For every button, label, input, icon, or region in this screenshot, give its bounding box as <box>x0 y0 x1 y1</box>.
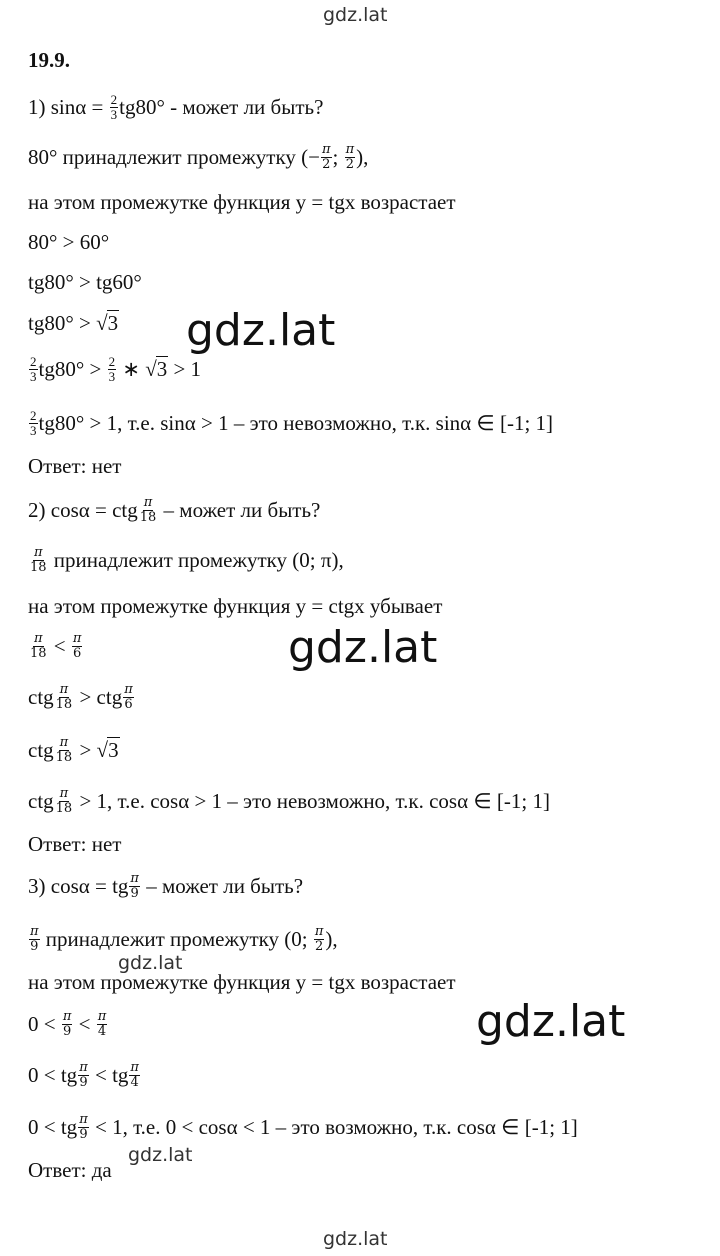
watermark-bottom: gdz.lat <box>323 1228 388 1250</box>
p1-monotonic: на этом промежутке функция y = tgx возрастает <box>28 190 456 214</box>
p3-compare-angles: 0 < $\frac{\pi}{9}$ < $\frac{\pi}{4}$ <box>28 1009 107 1039</box>
p1-conclusion: $\frac{2}{3}$ tg80° > 1, т.е. sinα > 1 – это невозможно, т.к. sinα ∈ [-1; 1] <box>30 408 554 438</box>
exercise-number: 19.9. <box>28 48 70 72</box>
p2-question: 2) cosα = ctg $\frac{\pi}{18}$ – может ли быть? <box>28 495 321 525</box>
p1-compare-sqrt: tg80° > √3 <box>28 311 119 335</box>
p1-compare-angles: 80° > 60° <box>28 230 110 254</box>
p3-answer: Ответ: да <box>28 1158 112 1182</box>
p2-compare-angles: $\frac{\pi}{18}$ < $\frac{\pi}{6}$ <box>30 631 82 661</box>
watermark-top: gdz.lat <box>323 4 388 26</box>
p3-interval: $\frac{\pi}{9}$ принадлежит промежутку (0; $\frac{\pi}{2}$ ), <box>30 924 338 954</box>
p3-compare-tg: 0 < tg $\frac{\pi}{9}$ < tg $\frac{\pi}{4}$ <box>28 1060 139 1090</box>
p2-conclusion: ctg $\frac{\pi}{18}$ > 1, т.е. cosα > 1 – это невозможно, т.к. cosα ∈ [-1; 1] <box>28 786 550 816</box>
watermark-small-2: gdz.lat <box>128 1144 193 1166</box>
watermark-large-3: gdz.lat <box>476 996 626 1047</box>
p3-monotonic: на этом промежутке функция y = tgx возрастает <box>28 970 456 994</box>
p1-interval: 80° принадлежит промежутку (− $\frac{\pi}{2}$ ; $\frac{\pi}{2}$ ), <box>28 142 369 172</box>
p2-interval: $\frac{\pi}{18}$ принадлежит промежутку (0; π), <box>30 545 344 575</box>
p2-monotonic: на этом промежутке функция y = ctgx убывает <box>28 594 443 618</box>
watermark-large-2: gdz.lat <box>288 622 438 673</box>
p1-scaled: $\frac{2}{3}$ tg80° > $\frac{2}{3}$ ∗ √3 > 1 <box>30 354 202 384</box>
watermark-large-1: gdz.lat <box>186 305 336 356</box>
p1-answer: Ответ: нет <box>28 454 122 478</box>
p3-conclusion: 0 < tg $\frac{\pi}{9}$ < 1, т.е. 0 < cosα < 1 – это возможно, т.к. cosα ∈ [-1; 1] <box>28 1112 578 1142</box>
p1-compare-tg: tg80° > tg60° <box>28 270 142 294</box>
fraction: $\frac{2}{3}$ <box>110 92 118 122</box>
p3-question: 3) cosα = tg $\frac{\pi}{9}$ – может ли быть? <box>28 871 304 901</box>
p2-compare-ctg: ctg $\frac{\pi}{18}$ > ctg $\frac{\pi}{6}$ <box>28 682 133 712</box>
p1-question: 1) sinα = $\frac{2}{3}$ tg80° - может ли быть? <box>28 92 324 122</box>
p2-compare-sqrt: ctg $\frac{\pi}{18}$ > √3 <box>28 735 119 765</box>
watermark-small-1: gdz.lat <box>118 952 183 974</box>
p2-answer: Ответ: нет <box>28 832 122 856</box>
